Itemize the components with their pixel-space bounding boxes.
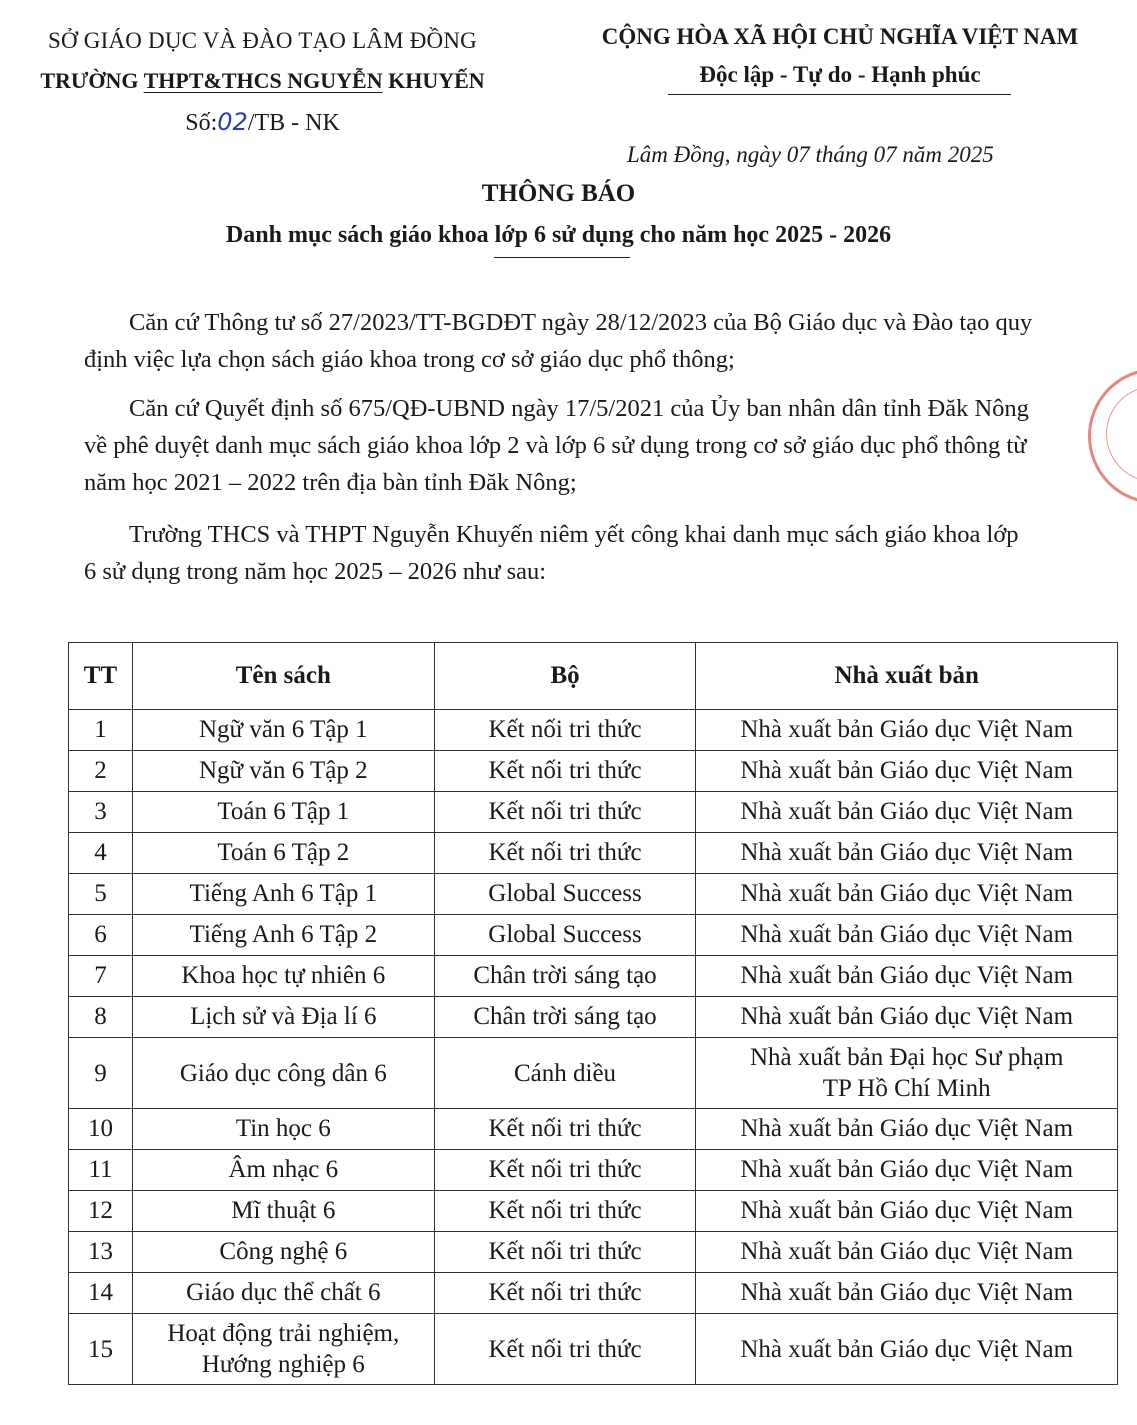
paragraph-announcement <box>84 516 1034 590</box>
table-row <box>69 1191 1118 1232</box>
book-name: Toán 6 Tập 1 <box>132 792 434 833</box>
publisher: Nhà xuất bản Giáo dục Việt Nam <box>696 1273 1118 1314</box>
country-name: CỘNG HÒA XÃ HỘI CHỦ NGHĨA VIỆT NAM <box>601 24 1079 49</box>
book-name: Tin học 6 <box>132 1109 434 1150</box>
table-row <box>69 833 1118 874</box>
subtitle-underline <box>494 257 630 258</box>
table-row <box>69 915 1118 956</box>
table-row <box>69 1038 1118 1109</box>
publisher: Nhà xuất bản Giáo dục Việt Nam <box>696 1150 1118 1191</box>
publisher: Nhà xuất bản Giáo dục Việt Nam <box>696 1109 1118 1150</box>
header-publisher: Nhà xuất bản <box>696 643 1118 710</box>
row-number: 7 <box>69 956 133 997</box>
book-name: Tiếng Anh 6 Tập 2 <box>132 915 434 956</box>
publisher: Nhà xuất bản Giáo dục Việt Nam <box>696 874 1118 915</box>
table-row <box>69 792 1118 833</box>
publisher: Nhà xuất bản Giáo dục Việt Nam <box>696 997 1118 1038</box>
row-number: 10 <box>69 1109 133 1150</box>
school-name-underlined: THPT&THCS NGUYỄN <box>143 68 383 93</box>
book-name: Âm nhạc 6 <box>132 1150 434 1191</box>
header-series: Bộ <box>434 643 696 710</box>
date-line: Lâm Đồng, ngày 07 tháng 07 năm 2025 <box>627 142 994 167</box>
book-series: Global Success <box>434 915 696 956</box>
row-number: 1 <box>69 710 133 751</box>
row-number: 2 <box>69 751 133 792</box>
table-row <box>69 710 1118 751</box>
publisher: Nhà xuất bản Đại học Sư phạm TP Hồ Chí Minh <box>696 1038 1118 1109</box>
school-name <box>0 68 525 94</box>
motto-underline <box>668 94 1011 95</box>
row-number: 3 <box>69 792 133 833</box>
row-number: 5 <box>69 874 133 915</box>
table-row <box>69 956 1118 997</box>
table-row <box>69 997 1118 1038</box>
row-number: 4 <box>69 833 133 874</box>
row-number: 12 <box>69 1191 133 1232</box>
header-book-name: Tên sách <box>132 643 434 710</box>
table-row <box>69 874 1118 915</box>
book-name: Ngữ văn 6 Tập 2 <box>132 751 434 792</box>
department-name: SỞ GIÁO DỤC VÀ ĐÀO TẠO LÂM ĐỒNG <box>48 28 477 53</box>
paragraph-text: Căn cứ Quyết định số 675/QĐ-UBND ngày 17/5/2021 của Ủy ban nhân dân tỉnh Đăk Nông về phê duyệt danh mục sách giáo khoa lớp 2 và lớp 6 sử dụng trong cơ sở giáo dục phổ thông từ năm học 2021 – 2022 trên địa bàn tỉnh Đăk Nông; <box>84 395 1029 496</box>
book-name: Toán 6 Tập 2 <box>132 833 434 874</box>
national-motto: Độc lập - Tự do - Hạnh phúc <box>699 62 981 87</box>
book-name: Hoạt động trải nghiệm, Hướng nghiệp 6 <box>132 1314 434 1385</box>
book-series: Kết nối tri thức <box>434 1314 696 1385</box>
school-name-suffix: KHUYẾN <box>382 68 485 93</box>
table-row <box>69 1314 1118 1385</box>
row-number: 9 <box>69 1038 133 1109</box>
publisher: Nhà xuất bản Giáo dục Việt Nam <box>696 1314 1118 1385</box>
publisher: Nhà xuất bản Giáo dục Việt Nam <box>696 915 1118 956</box>
row-number: 14 <box>69 1273 133 1314</box>
book-series: Kết nối tri thức <box>434 1109 696 1150</box>
row-number: 6 <box>69 915 133 956</box>
book-series: Kết nối tri thức <box>434 751 696 792</box>
textbook-table <box>68 642 1118 1385</box>
paragraph-text: Trường THCS và THPT Nguyễn Khuyến niêm yết công khai danh mục sách giáo khoa lớp 6 sử dụng trong năm học 2025 – 2026 như sau: <box>84 521 1019 585</box>
book-name: Giáo dục công dân 6 <box>132 1038 434 1109</box>
table-row <box>69 1273 1118 1314</box>
row-number: 11 <box>69 1150 133 1191</box>
table-row <box>69 1232 1118 1273</box>
book-name: Khoa học tự nhiên 6 <box>132 956 434 997</box>
book-series: Kết nối tri thức <box>434 1232 696 1273</box>
table-row <box>69 1109 1118 1150</box>
publisher: Nhà xuất bản Giáo dục Việt Nam <box>696 1191 1118 1232</box>
book-series: Kết nối tri thức <box>434 1191 696 1232</box>
header-tt: TT <box>69 643 133 710</box>
book-name: Mĩ thuật 6 <box>132 1191 434 1232</box>
publisher: Nhà xuất bản Giáo dục Việt Nam <box>696 956 1118 997</box>
row-number: 13 <box>69 1232 133 1273</box>
table-row <box>69 751 1118 792</box>
book-series: Kết nối tri thức <box>434 833 696 874</box>
paragraph-legal-basis-1 <box>84 304 1034 378</box>
book-series: Global Success <box>434 874 696 915</box>
book-name: Giáo dục thể chất 6 <box>132 1273 434 1314</box>
book-series: Cánh diều <box>434 1038 696 1109</box>
document-number-handwritten: 02 <box>217 108 248 136</box>
publisher: Nhà xuất bản Giáo dục Việt Nam <box>696 1232 1118 1273</box>
paragraph-legal-basis-2 <box>84 390 1034 501</box>
publisher: Nhà xuất bản Giáo dục Việt Nam <box>696 792 1118 833</box>
school-name-prefix: TRƯỜNG <box>40 68 144 93</box>
book-series: Kết nối tri thức <box>434 792 696 833</box>
book-name: Tiếng Anh 6 Tập 1 <box>132 874 434 915</box>
document-number <box>0 108 525 137</box>
book-name: Công nghệ 6 <box>132 1232 434 1273</box>
paragraph-text: Căn cứ Thông tư số 27/2023/TT-BGDĐT ngày 28/12/2023 của Bộ Giáo dục và Đào tạo quy định việc lựa chọn sách giáo khoa trong cơ sở giáo dục phổ thông; <box>84 309 1033 373</box>
row-number: 15 <box>69 1314 133 1385</box>
book-series: Chân trời sáng tạo <box>434 997 696 1038</box>
row-number: 8 <box>69 997 133 1038</box>
publisher: Nhà xuất bản Giáo dục Việt Nam <box>696 751 1118 792</box>
document-number-suffix: /TB - NK <box>247 110 340 136</box>
document-title: THÔNG BÁO <box>481 180 636 207</box>
book-series: Kết nối tri thức <box>434 1150 696 1191</box>
book-series: Kết nối tri thức <box>434 710 696 751</box>
book-series: Chân trời sáng tạo <box>434 956 696 997</box>
document-number-label: Số: <box>185 110 218 136</box>
table-row <box>69 1150 1118 1191</box>
table-header-row <box>69 643 1118 710</box>
book-name: Ngữ văn 6 Tập 1 <box>132 710 434 751</box>
publisher: Nhà xuất bản Giáo dục Việt Nam <box>696 833 1118 874</box>
book-series: Kết nối tri thức <box>434 1273 696 1314</box>
publisher: Nhà xuất bản Giáo dục Việt Nam <box>696 710 1118 751</box>
document-subtitle: Danh mục sách giáo khoa lớp 6 sử dụng cho năm học 2025 - 2026 <box>225 222 892 248</box>
book-name: Lịch sử và Địa lí 6 <box>132 997 434 1038</box>
